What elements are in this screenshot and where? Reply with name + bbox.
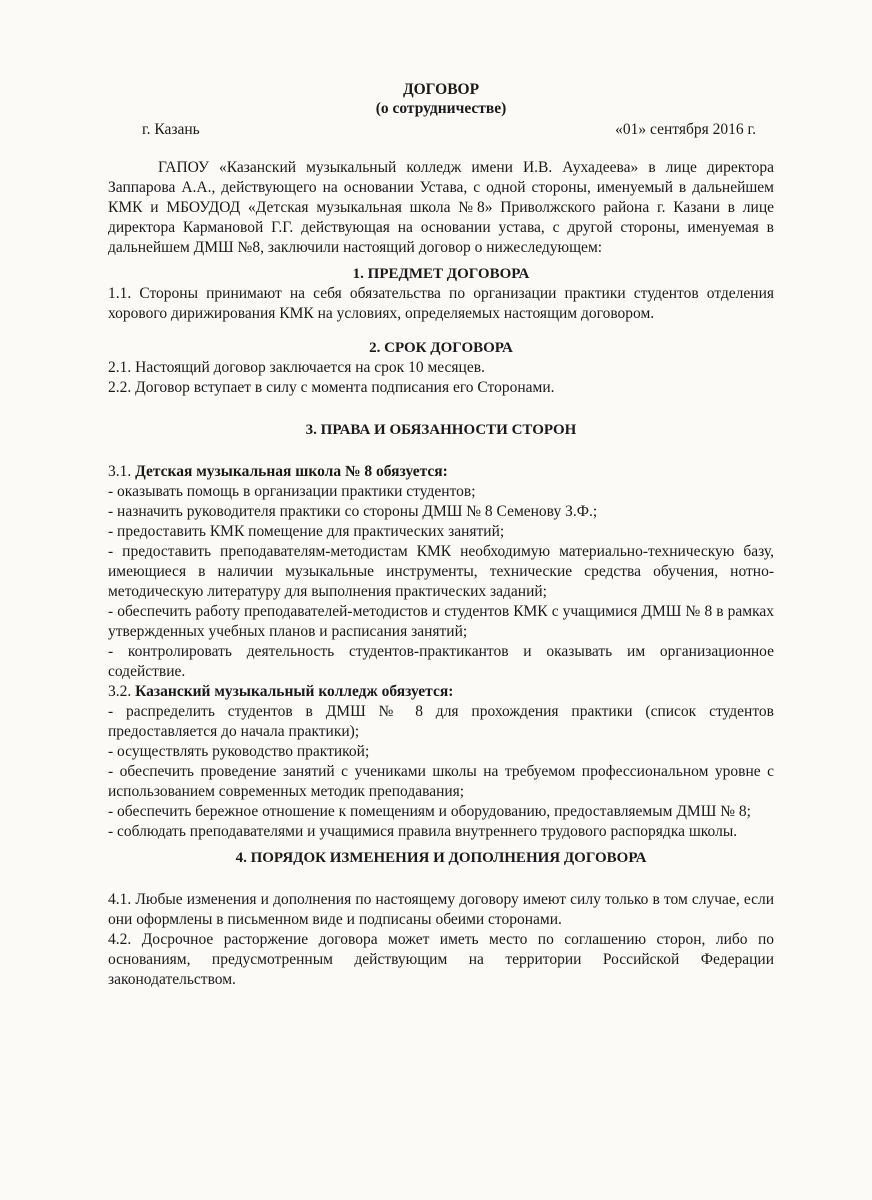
clause-3-2-title	[108, 682, 774, 702]
clause-3-1-heading: Детская музыкальная школа № 8 обязуется:	[135, 463, 448, 480]
list-item: - назначить руководителя практики со стороны ДМШ № 8 Семенову З.Ф.;	[108, 503, 598, 520]
document-subtitle: (о сотрудничестве)	[375, 100, 507, 117]
clause-1-1: 1.1. Стороны принимают на себя обязательства по организации практики студентов отделения хорового дирижирования КМК на условиях, определяемых настоящим договором.	[108, 285, 774, 322]
clause-3-1-title	[108, 462, 774, 482]
list-item: - обеспечить бережное отношение к помещениям и оборудованию, предоставляемым ДМШ № 8;	[108, 803, 751, 820]
clause-3-2-number: 3.2.	[108, 683, 132, 700]
section-3-heading: 3. ПРАВА И ОБЯЗАННОСТИ СТОРОН	[305, 422, 577, 438]
preamble: ГАПОУ «Казанский музыкальный колледж имени И.В. Аухадеева» в лице директора Заппарова А.А., действующего на основании Устава, с одной стороны, именуемый в дальнейшем КМК и МБОУДОД «Детская музыкальная школа №8» Приволжского района г. Казани в лице директора Кармановой Г.Г. действующая на основании устава, с другой стороны, именуемая в дальнейшем ДМШ №8, заключили настоящий договор о нижеследующем:	[108, 159, 774, 256]
clause-4-2: 4.2. Досрочное расторжение договора может иметь место по соглашению сторон, либо по основаниям, предусмотренным действующим на территории Российской Федерации законодательством.	[108, 931, 774, 988]
city: г. Казань	[142, 121, 200, 138]
clause-2-1: 2.1. Настоящий договор заключается на срок 10 месяцев.	[108, 359, 485, 376]
clause-3-2-heading: Казанский музыкальный колледж обязуется:	[135, 683, 454, 700]
list-item: - предоставить КМК помещение для практических занятий;	[108, 523, 505, 540]
clause-2-2: 2.2. Договор вступает в силу с момента подписания его Сторонами.	[108, 379, 555, 396]
list-item: - обеспечить работу преподавателей-методистов и студентов КМК с учащимися ДМШ № 8 в рамках утвержденных учебных планов и расписания занятий;	[108, 603, 774, 640]
list-item: - распределить студентов в ДМШ № 8 для прохождения практики (список студентов предоставляется до начала практики);	[108, 703, 774, 740]
clause-4-1: 4.1. Любые изменения и дополнения по настоящему договору имеют силу только в том случае, если они оформлены в письменном виде и подписаны обеими сторонами.	[108, 891, 774, 928]
section-4-heading: 4. ПОРЯДОК ИЗМЕНЕНИЯ И ДОПОЛНЕНИЯ ДОГОВОРА	[235, 850, 647, 866]
document-title: ДОГОВОР	[402, 81, 480, 98]
section-2-heading: 2. СРОК ДОГОВОРА	[369, 340, 513, 356]
clause-3-1-number: 3.1.	[108, 463, 132, 480]
section-1-heading: 1. ПРЕДМЕТ ДОГОВОРА	[352, 266, 530, 282]
list-item: - оказывать помощь в организации практики студентов;	[108, 483, 476, 500]
list-item: - обеспечить проведение занятий с учениками школы на требуемом профессиональном уровне с использованием современных методик преподавания;	[108, 763, 774, 800]
list-item: - соблюдать преподавателями и учащимися правила внутреннего трудового распорядка школы.	[108, 823, 738, 840]
contract-date: «01» сентября 2016 г.	[615, 121, 756, 138]
list-item: - осуществлять руководство практикой;	[108, 743, 370, 760]
list-item: - контролировать деятельность студентов-практикантов и оказывать им организационное содействие.	[108, 643, 774, 680]
place-date-row	[108, 120, 774, 140]
list-item: - предоставить преподавателям-методистам КМК необходимую материально-техническую базу, имеющиеся в наличии музыкальные инструменты, технические средства обучения, нотно-методическую литературу для выполнения практических заданий;	[108, 543, 774, 600]
